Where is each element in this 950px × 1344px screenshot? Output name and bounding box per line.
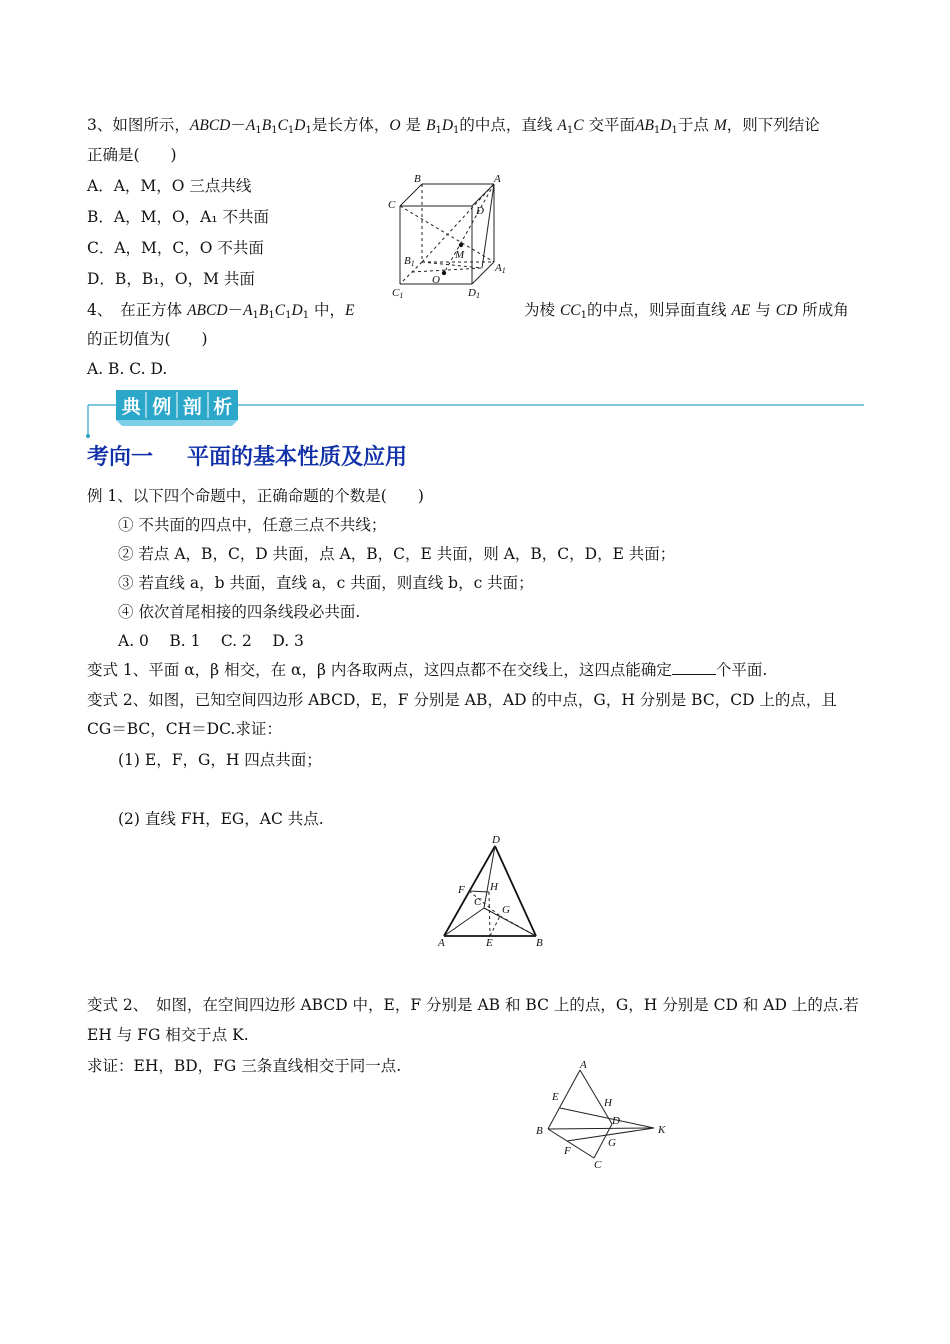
variant3-line2: EH 与 FG 相交于点 K. [87,1026,249,1044]
cuboid-figure [382,172,517,302]
svg-text:B: B [414,173,421,185]
svg-text:D: D [492,834,500,846]
svg-text:C: C [594,1159,602,1171]
variant2-part1: (1) E，F，G，H 四点共面； [118,751,322,769]
example1-item-4: ④ 依次首尾相接的四条线段必共面. [118,603,361,621]
svg-text:G: G [502,904,510,916]
svg-text:D: D [612,1115,620,1127]
example1-item-2: ② 若点 A，B，C，D 共面，点 A，B，C，E 共面，则 A，B，C，D，E 共面； [118,545,676,563]
svg-text:K: K [658,1124,666,1136]
q4-options: A. B. C. D. [87,360,168,378]
example1-choices: A. 0 B. 1 C. 2 D. 3 [118,632,304,650]
svg-text:C1: C1 [392,287,404,300]
banner-title: 典 例 剖 析 [121,395,233,418]
svg-text:E: E [552,1091,559,1103]
variant3-line1: 变式 2、 如图，在空间四边形 ABCD 中，E，F 分别是 AB 和 BC 上的点，G，H 分别是 CD 和 AD 上的点.若 [87,996,859,1014]
variant2-line2: CG＝BC，CH＝DC.求证： [87,720,282,738]
svg-text:E: E [486,937,493,949]
svg-text:A1: A1 [495,262,506,275]
variant1-stem: 变式 1、平面 α，β 相交，在 α，β 内各取两点，这四点都不在交线上，这四点能确定 个平面. [87,661,768,679]
example1-stem: 例 1、以下四个命题中，正确命题的个数是( ) [87,487,424,505]
svg-text:A: A [494,173,501,185]
q3-stem-line1: 3、如图所示，$ABCD-A_1B_1C_1D_1$是长方体，O 是 $B_1D_1$的中点，直线 $A_1C$ 交平面$AB_1D_1$于点 M，则下列结论 [87,116,820,136]
q4-stem-line1-cont: 为棱 $CC_1$的中点，则异面直线 AE 与 CD 所成角 [524,301,849,321]
svg-text:D1: D1 [468,287,480,300]
svg-text:B1: B1 [404,255,415,268]
tetrahedron-figure [432,832,557,954]
svg-text:H: H [490,881,498,893]
example1-item-1: ① 不共面的四点中，任意三点不共线； [118,516,387,534]
example1-item-3: ③ 若直线 a，b 共面，直线 a，c 共面，则直线 b，c 共面； [118,574,534,592]
svg-text:B: B [536,937,543,949]
svg-text:H: H [604,1097,612,1109]
svg-text:C: C [474,896,482,908]
svg-text:G: G [608,1137,616,1149]
svg-text:B: B [536,1125,543,1137]
section-label: 考向一 [87,445,154,470]
svg-text:C: C [388,199,396,211]
q3-option-d: D．B，B₁，O，M 共面 [87,270,255,288]
svg-text:D: D [476,205,484,217]
q3-stem-line2: 正确是( ) [87,146,177,164]
quadrilateral-figure [532,1056,677,1174]
variant3-line3: 求证：EH，BD，FG 三条直线相交于同一点. [87,1057,402,1075]
svg-text:F: F [458,884,465,896]
q4-number: 4、 [87,301,105,319]
svg-text:A: A [438,937,445,949]
svg-text:A: A [580,1059,587,1071]
q3-option-c: C．A，M，C，O 不共面 [87,239,264,257]
section-banner [86,388,866,440]
svg-text:M: M [455,249,465,261]
variant2-part2: (2) 直线 FH，EG，AC 共点. [118,810,324,828]
section-heading [87,440,407,471]
q4-stem-line1: 4、 在正方体 $ABCD-A_1B_1C_1D_1$ 中，E [87,301,355,321]
q3-number: 3、 [87,116,113,134]
q3-option-b: B．A，M，O，A₁ 不共面 [87,208,269,226]
svg-text:F: F [564,1145,571,1157]
svg-text:O: O [432,274,440,286]
section-title: 平面的基本性质及应用 [187,445,408,470]
variant2-line1: 变式 2、如图，已知空间四边形 ABCD，E，F 分别是 AB，AD 的中点，G，H 分别是 BC，CD 上的点，且 [87,691,837,709]
answer-blank [672,660,716,675]
q3-option-a: A．A，M，O 三点共线 [87,177,252,195]
q4-stem-line2: 的正切值为( ) [87,330,208,348]
